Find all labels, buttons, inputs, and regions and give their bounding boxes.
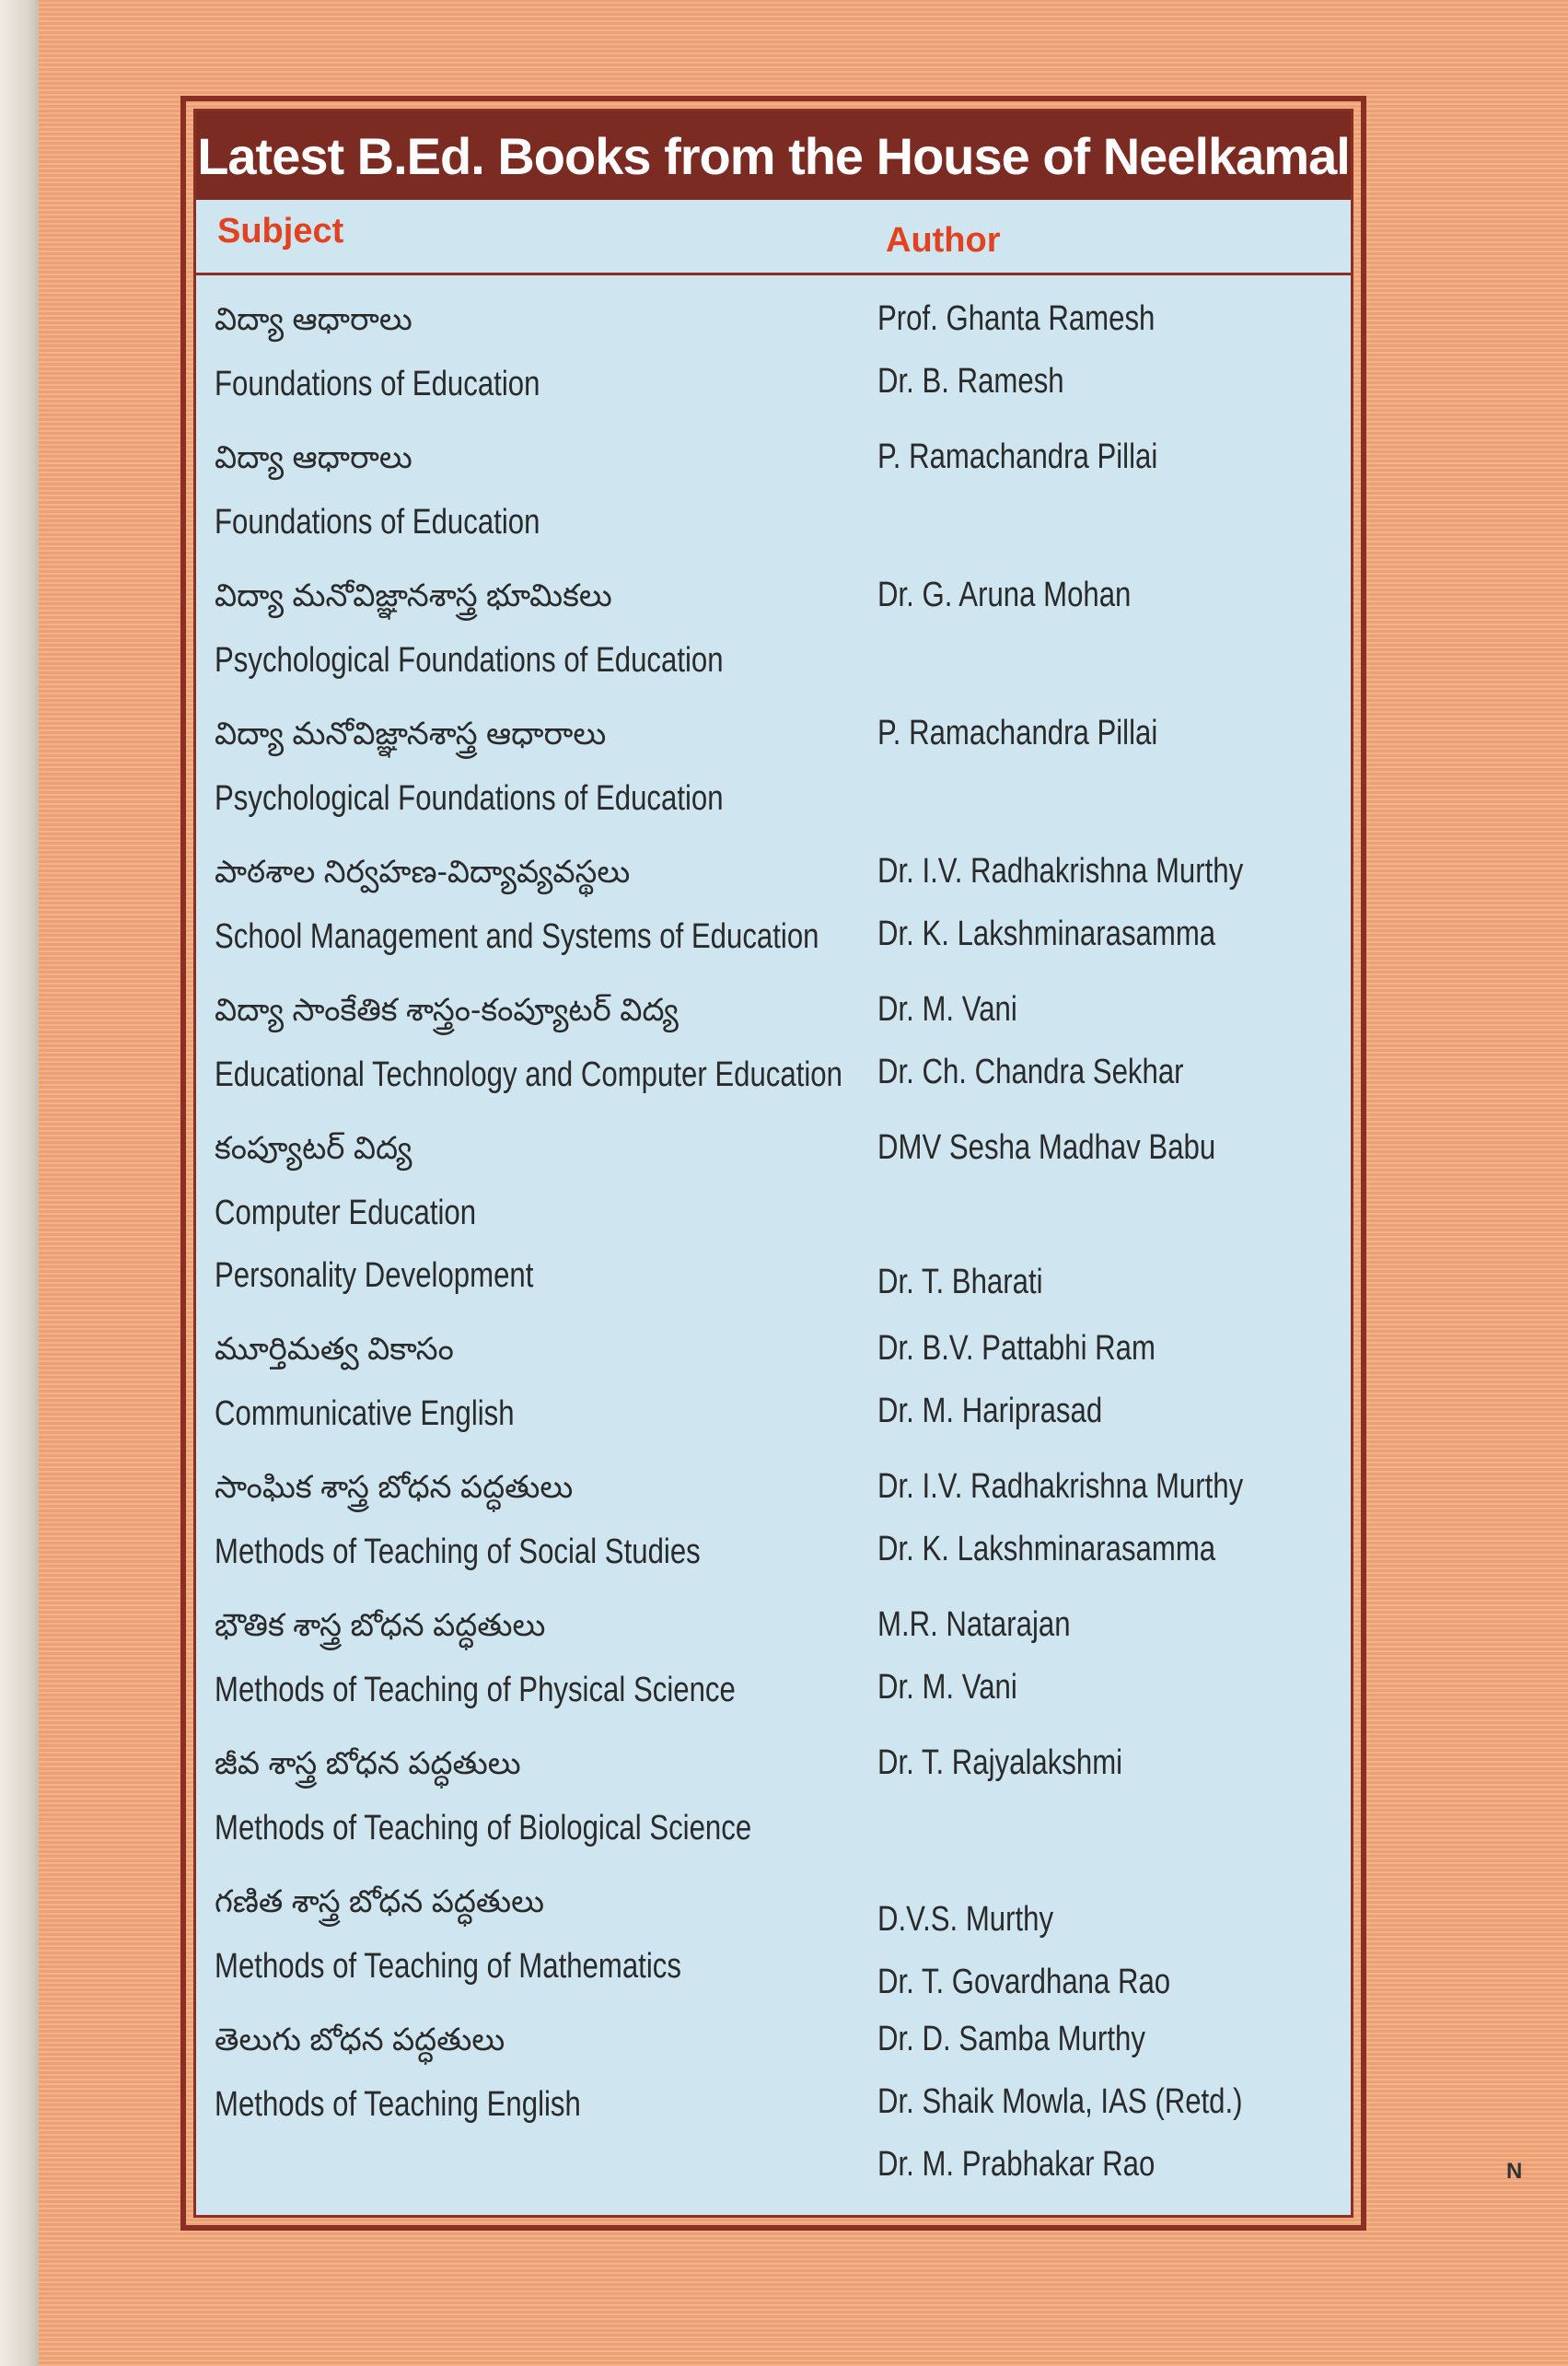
cover-edge-letter: N — [1506, 2159, 1523, 2184]
author-name: Dr. Ch. Chandra Sekhar — [877, 1053, 1184, 1091]
english-title: Communicative English — [215, 1394, 515, 1433]
author-name: Dr. M. Hariprasad — [877, 1392, 1103, 1430]
telugu-title: కంప్యూటర్ విద్య — [215, 1131, 412, 1166]
telugu-title: విద్యా మనోవిజ్ఞానశాస్త్ర భూమికలు — [215, 578, 612, 613]
author-name: M.R. Natarajan — [877, 1605, 1071, 1644]
english-title: Methods of Teaching of Social Studies — [215, 1533, 701, 1571]
author-name: Dr. B. Ramesh — [877, 362, 1064, 401]
author-name: P. Ramachandra Pillai — [877, 714, 1158, 752]
header-divider — [196, 273, 1351, 275]
english-title: Psychological Foundations of Education — [215, 779, 724, 818]
author-name: Dr. K. Lakshminarasamma — [877, 1530, 1216, 1568]
telugu-title: విద్యా సాంకేతిక శాస్త్రం-కంప్యూటర్ విద్య — [215, 993, 679, 1028]
author-name: Dr. B.V. Pattabhi Ram — [877, 1329, 1156, 1368]
english-title: Psychological Foundations of Education — [215, 641, 724, 680]
telugu-title: విద్యా ఆధారాలు — [215, 440, 412, 475]
telugu-title: గణిత శాస్త్ర బోధన పద్ధతులు — [215, 1884, 544, 1919]
english-title: Methods of Teaching of Biological Science — [215, 1809, 752, 1847]
author-name: Dr. T. Bharati — [877, 1263, 1043, 1301]
page-title: Latest B.Ed. Books from the House of Neelkamal — [196, 111, 1351, 200]
english-title: Computer Education — [215, 1194, 477, 1232]
telugu-title: పాఠశాల నిర్వహణ-విద్యావ్యవస్థలు — [215, 855, 631, 890]
telugu-title: సాంఘిక శాస్త్ర బోధన పద్ధతులు — [215, 1470, 574, 1505]
author-name: Dr. Shaik Mowla, IAS (Retd.) — [877, 2082, 1243, 2121]
english-title: Foundations of Education — [215, 503, 540, 542]
english-title: Methods of Teaching of Physical Science — [215, 1671, 736, 1709]
author-name: Dr. T. Govardhana Rao — [877, 1963, 1171, 2001]
english-title: Personality Development — [215, 1256, 534, 1295]
telugu-title: మూర్తిమత్వ వికాసం — [215, 1332, 454, 1367]
author-name: Dr. T. Rajyalakshmi — [877, 1743, 1123, 1782]
english-title: Educational Technology and Computer Education — [215, 1055, 842, 1094]
author-column-header: Author — [886, 221, 1001, 260]
author-name: Dr. D. Samba Murthy — [877, 2020, 1145, 2058]
author-name: DMV Sesha Madhav Babu — [877, 1128, 1216, 1167]
author-name: Dr. G. Aruna Mohan — [877, 576, 1132, 614]
author-name: D.V.S. Murthy — [877, 1900, 1054, 1939]
english-title: Methods of Teaching of Mathematics — [215, 1947, 681, 1986]
telugu-title: విద్యా ఆధారాలు — [215, 302, 412, 337]
english-title: Methods of Teaching English — [215, 2085, 581, 2124]
telugu-title: భౌతిక శాస్త్ర బోధన పద్ధతులు — [215, 1608, 546, 1643]
telugu-title: విద్యా మనోవిజ్ఞానశాస్త్ర ఆధారాలు — [215, 717, 607, 752]
subject-column-header: Subject — [217, 212, 344, 251]
book-spine-edge — [0, 0, 39, 2366]
telugu-title: జీవ శాస్త్ర బోధన పద్ధతులు — [215, 1746, 521, 1781]
author-name: Dr. I.V. Radhakrishna Murthy — [877, 1467, 1244, 1506]
author-name: Dr. M. Vani — [877, 1668, 1017, 1707]
author-name: Dr. M. Prabhakar Rao — [877, 2145, 1156, 2184]
english-title: School Management and Systems of Education — [215, 917, 819, 956]
author-name: Dr. M. Vani — [877, 990, 1017, 1029]
telugu-title: తెలుగు బోధన పద్ధతులు — [215, 2022, 505, 2057]
english-title: Foundations of Education — [215, 365, 540, 403]
author-name: Dr. I.V. Radhakrishna Murthy — [877, 852, 1244, 891]
author-name: P. Ramachandra Pillai — [877, 437, 1158, 476]
author-name: Dr. K. Lakshminarasamma — [877, 915, 1216, 953]
author-name: Prof. Ghanta Ramesh — [877, 299, 1156, 338]
